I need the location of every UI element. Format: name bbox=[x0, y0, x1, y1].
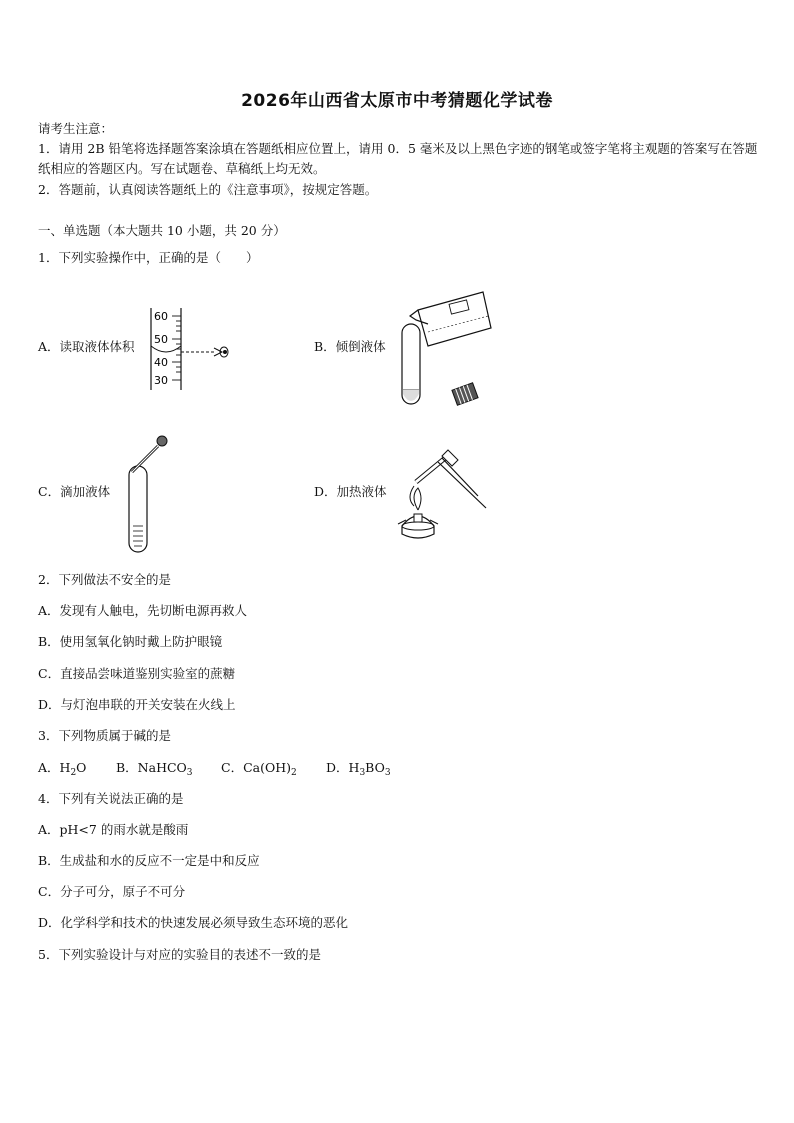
q4-option-c: C．分子可分，原子不可分 bbox=[38, 884, 186, 899]
scale-label-40: 40 bbox=[154, 356, 168, 369]
scale-label-30: 30 bbox=[154, 374, 168, 387]
q5-stem: 5．下列实验设计与对应的实验目的表述不一致的是 bbox=[38, 947, 321, 962]
q2-option-b: B．使用氢氧化钠时戴上防护眼镜 bbox=[38, 634, 223, 649]
q3-option-a: A．$H_2O$ bbox=[38, 760, 87, 778]
notice-item-1: 1．请用 2B 铅笔将选择题答案涂填在答题纸相应位置上，请用 0．5 毫米及以上黑色字迹的钢笔或签字笔将主观题的答案写在答题纸相应的答题区内。写在试题卷、草稿纸上均无效。 bbox=[38, 141, 758, 176]
scale-label-60: 60 bbox=[154, 310, 168, 323]
section-heading: 一、单选题（本大题共 10 小题，共 20 分） bbox=[38, 223, 286, 238]
q1-figure-heating bbox=[388, 446, 488, 546]
q3-option-b: B．NaHCO$_3$ bbox=[116, 760, 193, 778]
notice-heading: 请考生注意： bbox=[38, 121, 114, 136]
q1-figure-cylinder-reading bbox=[146, 306, 236, 392]
q2-option-a: A．发现有人触电，先切断电源再救人 bbox=[38, 603, 248, 618]
q1-option-b: B．倾倒液体 bbox=[314, 339, 386, 354]
q2-option-c: C．直接品尝味道鉴别实验室的蔗糖 bbox=[38, 666, 236, 681]
q4-stem: 4．下列有关说法正确的是 bbox=[38, 791, 184, 806]
q1-figure-pouring bbox=[398, 290, 498, 410]
q2-option-d: D．与灯泡串联的开关安装在火线上 bbox=[38, 697, 236, 712]
q1-option-d: D．加热液体 bbox=[314, 484, 387, 499]
q4-option-d: D．化学科学和技术的快速发展必须导致生态环境的恶化 bbox=[38, 915, 349, 930]
q3-stem: 3．下列物质属于碱的是 bbox=[38, 728, 171, 743]
page-title: 2026年山西省太原市中考猜题化学试卷 bbox=[241, 91, 553, 111]
q1-figure-dropper bbox=[122, 432, 182, 556]
q4-option-a: A．pH<7 的雨水就是酸雨 bbox=[38, 822, 189, 837]
q1-option-a: A．读取液体体积 bbox=[38, 339, 135, 354]
q4-option-b: B．生成盐和水的反应不一定是中和反应 bbox=[38, 853, 260, 868]
q3-option-c: C．$Ca(OH)_2$ bbox=[221, 760, 297, 778]
q2-stem: 2．下列做法不安全的是 bbox=[38, 572, 171, 587]
q1-option-c: C．滴加液体 bbox=[38, 484, 111, 499]
notice-item-2: 2．答题前，认真阅读答题纸上的《注意事项》，按规定答题。 bbox=[38, 182, 378, 197]
q1-stem: 1．下列实验操作中，正确的是（ ） bbox=[38, 250, 259, 265]
scale-label-50: 50 bbox=[154, 333, 168, 346]
q3-option-d: D．$H_3BO_3$ bbox=[326, 760, 391, 778]
